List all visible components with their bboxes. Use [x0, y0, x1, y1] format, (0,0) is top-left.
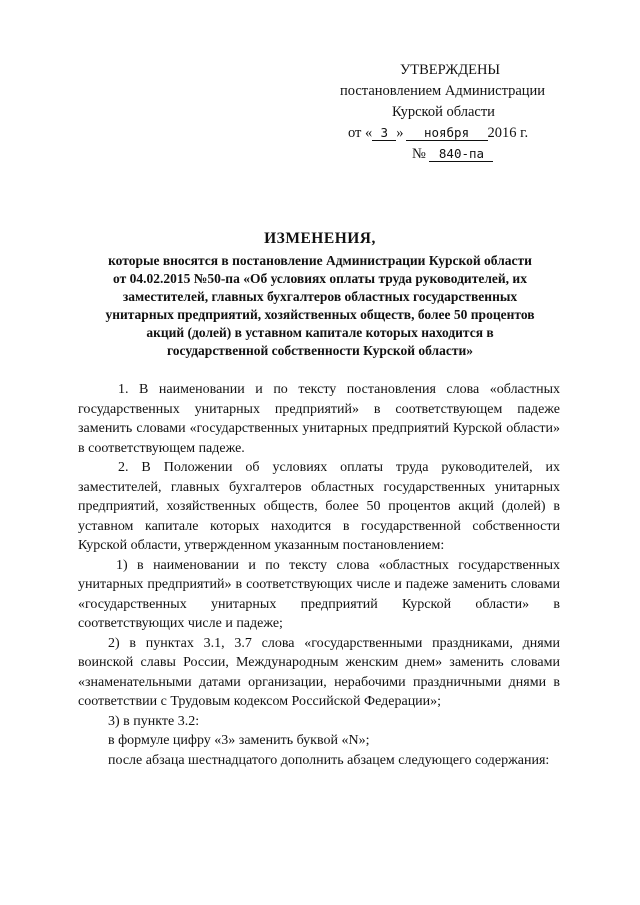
document-body: [78, 380, 560, 770]
approval-number: [412, 144, 493, 165]
title-sub-line: акций (долей) в уставном капитале которых находится в: [146, 325, 494, 340]
paragraph-3: 1) в наименовании и по тексту слова «областных государственных унитарных предприятий» в соответствующих числе и падеже заменить словами «государственных унитарных предприятий Курской области» в соответствующих числе и падеже;: [78, 557, 560, 631]
title-sub-line: которые вносятся в постановление Администрации Курской области: [108, 253, 532, 268]
approval-line-2: Курской области: [392, 104, 495, 120]
document-title: [60, 230, 580, 360]
paragraph-4: 2) в пунктах 3.1, 3.7 слова «государственными праздниками, днями воинской славы России, Международным женским днем» заменить словами «знаменательными датами организации, нерабочими праздничными днями в соответствии с Трудовым кодексом Российской Федерации»;: [78, 635, 560, 709]
approval-line-1: постановлением Администрации: [340, 83, 546, 99]
date-year: 2016 г.: [487, 125, 529, 141]
paragraph-6: в формуле цифру «3» заменить буквой «N»;: [108, 733, 370, 748]
paragraph-1: 1. В наименовании и по тексту постановления слова «областных государственных унитарных предприятий» в соответствующем падеже заменить словами «государственных унитарных предприятий Курской области» в соответствующем падеже.: [78, 382, 560, 456]
title-main: ИЗМЕНЕНИЯ,: [264, 230, 376, 247]
date-day: 3: [372, 126, 396, 141]
date-mid: »: [396, 125, 404, 141]
approval-heading: УТВЕРЖДЕНЫ: [400, 62, 501, 78]
approval-date: [348, 123, 528, 144]
date-month: ноября: [406, 126, 488, 141]
number-prefix: №: [412, 146, 426, 162]
title-subtitle: [60, 252, 580, 360]
date-prefix: от «: [348, 125, 373, 141]
title-sub-line: заместителей, главных бухгалтеров областных государственных: [122, 289, 518, 304]
paragraph-2: 2. В Положении об условиях оплаты труда руководителей, их заместителей, главных бухгалтеров областных государственных унитарных предприятий, хозяйственных обществ, более 50 процентов акций (долей) в уставном капитале которых находится в государственной собственности Курской области, утвержденном указанным постановлением:: [78, 460, 560, 553]
paragraph-7: после абзаца шестнадцатого дополнить абзацем следующего содержания:: [108, 752, 550, 768]
paragraph-5: 3) в пункте 3.2:: [108, 713, 200, 729]
title-sub-line: унитарных предприятий, хозяйственных обществ, более 50 процентов: [105, 307, 535, 322]
number-value: 840-па: [429, 147, 493, 162]
title-sub-line: государственной собственности Курской области»: [166, 343, 474, 358]
title-sub-line: от 04.02.2015 №50-па «Об условиях оплаты труда руководителей, их: [113, 271, 527, 286]
